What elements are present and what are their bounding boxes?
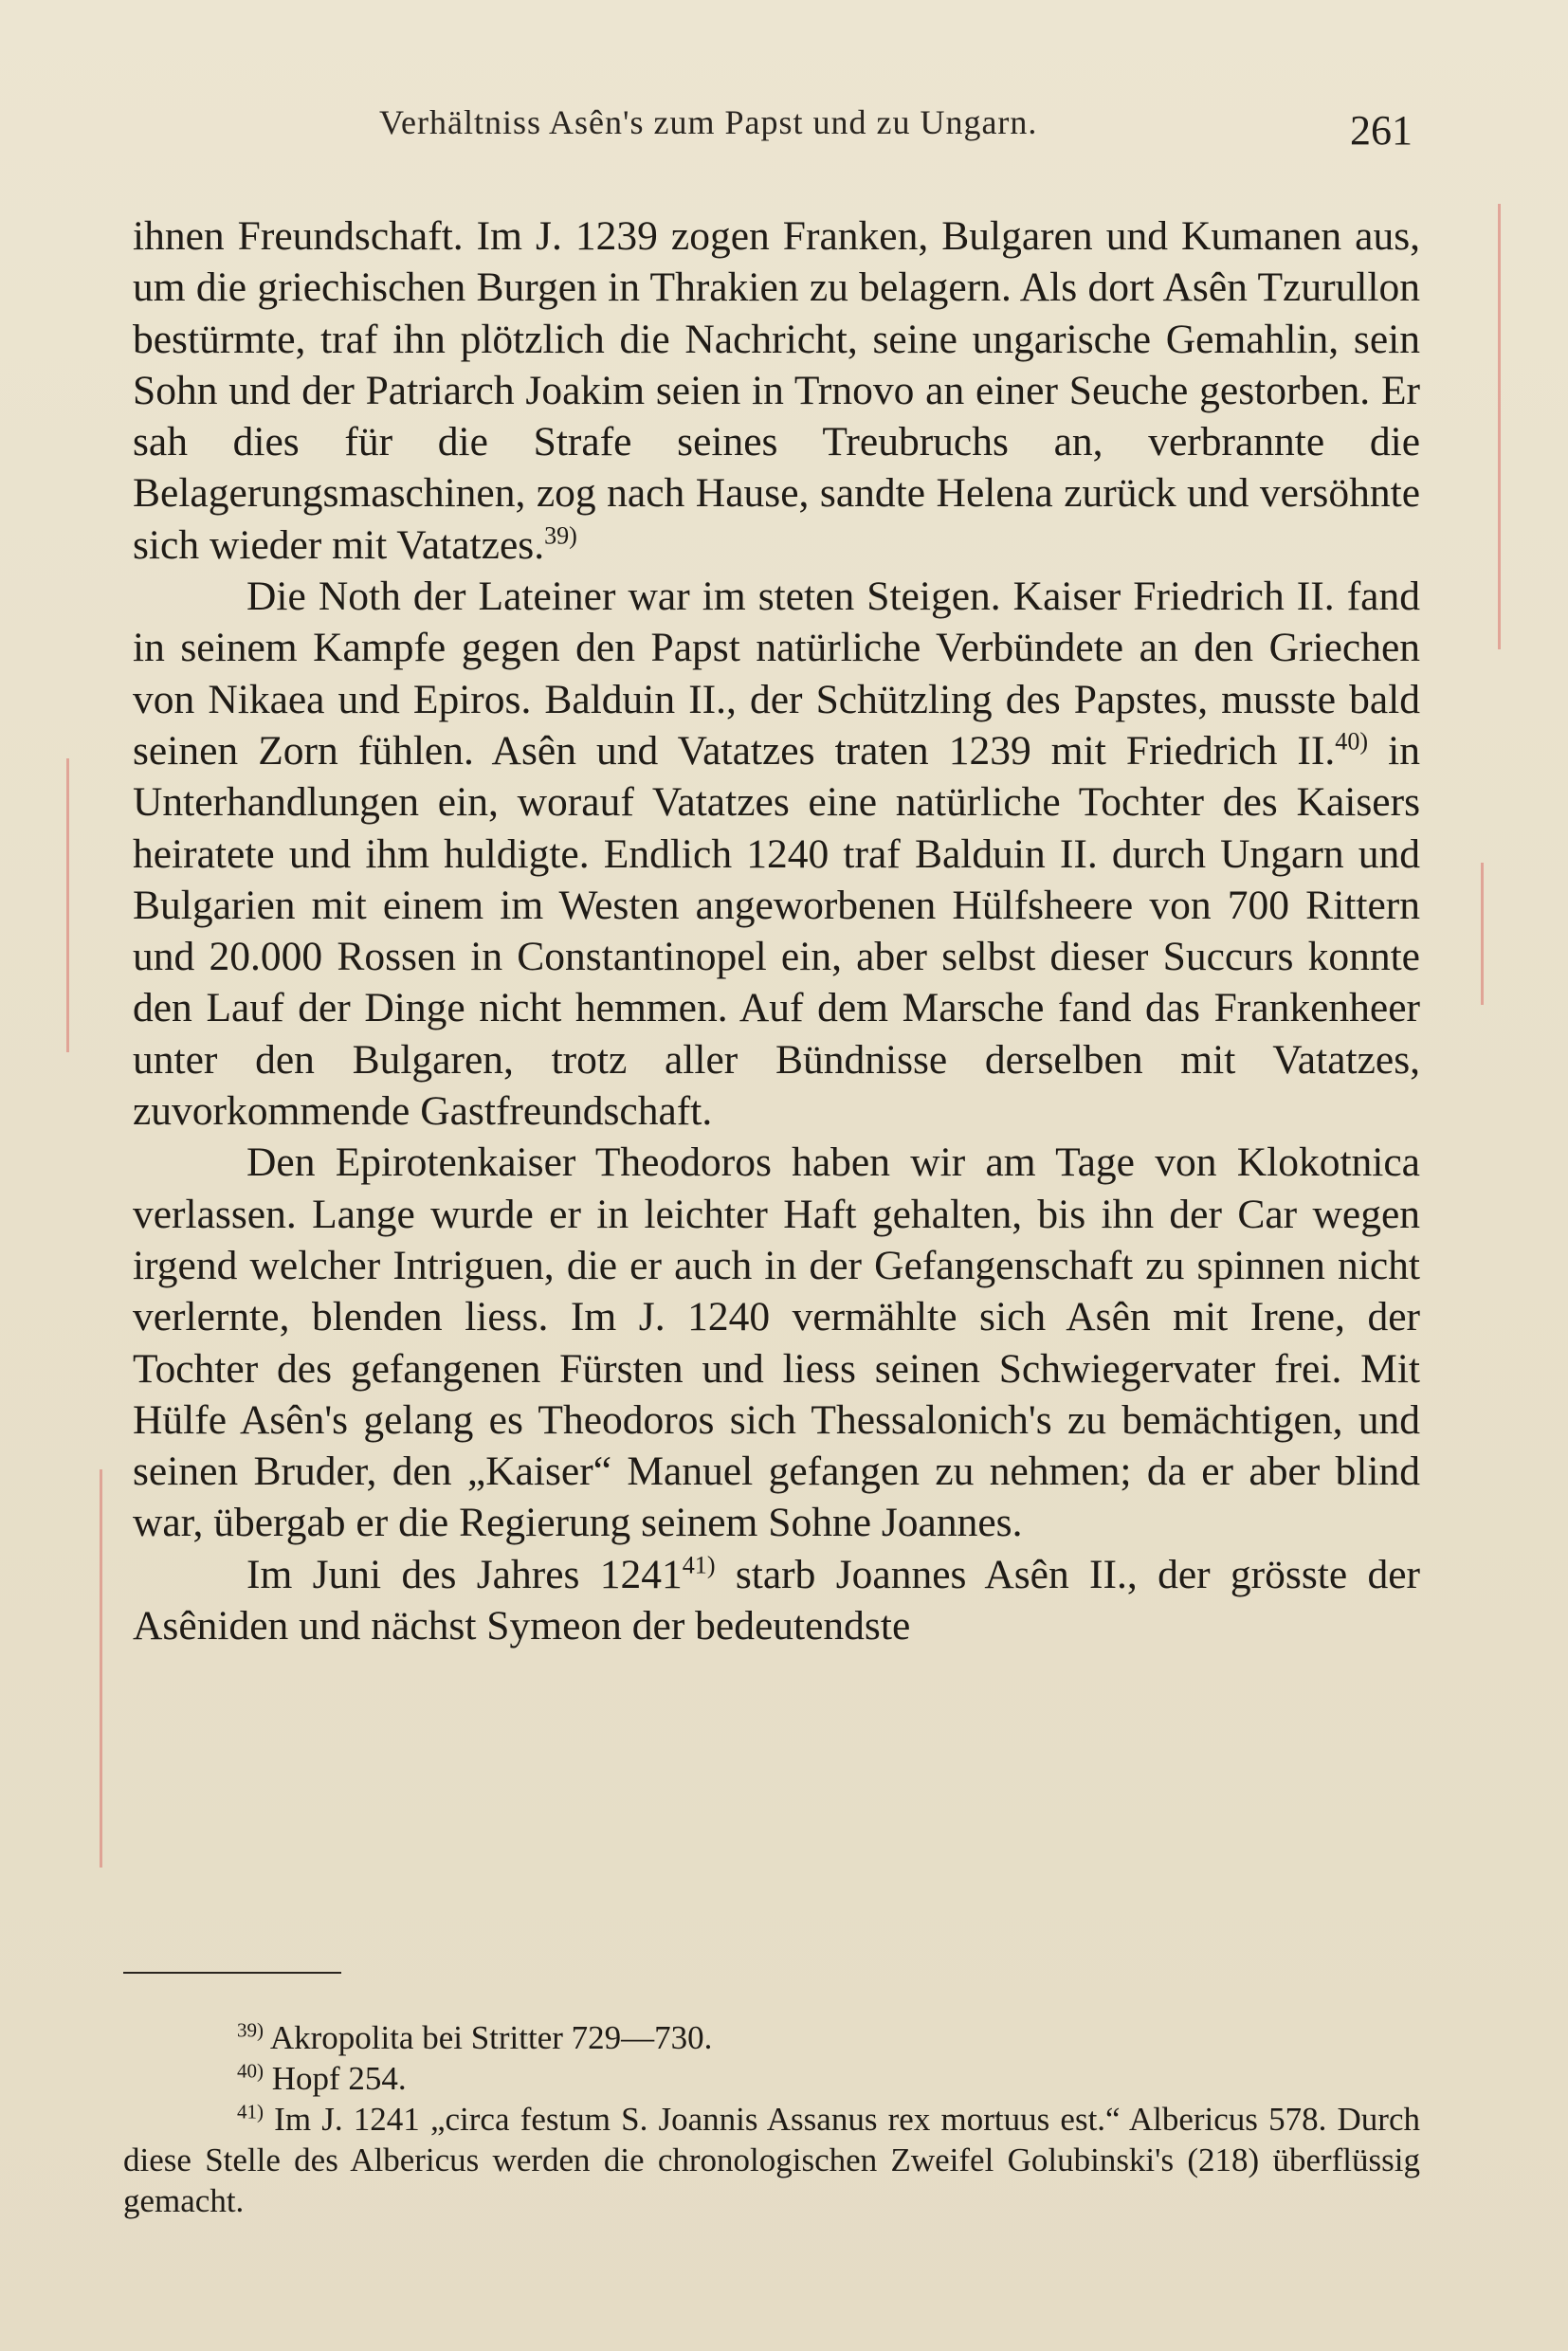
footnotes — [123, 2017, 1420, 2221]
paragraph-2-text-b: in Unterhandlungen ein, worauf Vatatzes eine natürliche Tochter des Kaisers heiratete und ihm huldigte. Endlich 1240 traf Balduin II. durch Ungarn und Bulgarien mit einem im Westen angeworbenen Hülfsheere von 700 Rittern und 20.000 Rossen in Constantinopel ein, aber selbst dieser Succurs konnte den Lauf der Dinge nicht hemmen. Auf dem Marsche fand das Frankenheer unter den Bulgaren, trotz aller Bündnisse derselben mit Vatatzes, zuvorkommende Gastfreundschaft. — [133, 727, 1421, 1135]
running-title: Verhältniss Asên's zum Papst und zu Ungarn. — [379, 103, 1038, 141]
footnote-ref-39: 39) — [544, 521, 577, 550]
footnote-41-text: Im J. 1241 „circa festum S. Joannis Assanus rex mortuus est.“ Albericus 578. Durch diese Stelle des Albericus werden die chronologischen Zweifel Golubinski's (218) überflüssig gemacht. — [123, 2101, 1420, 2219]
footnote-40-text: Hopf 254. — [264, 2060, 407, 2097]
paragraph-4-text-a: Im Juni des Jahres 1241 — [246, 1551, 683, 1597]
footnote-ref-41: 41) — [682, 1551, 716, 1579]
paragraph-2-text-a: Die Noth der Lateiner war im steten Steigen. Kaiser Friedrich II. fand in seinem Kampfe gegen den Papst natürliche Verbündete an den Griechen von Nikaea und Epiros. Balduin II., der Schützling des Papstes, musste bald seinen Zorn fühlen. Asên und Vatatzes traten 1239 mit Friedrich II. — [133, 574, 1420, 774]
page-number: 261 — [1350, 107, 1413, 154]
paragraph-1-text: ihnen Freundschaft. Im J. 1239 zogen Franken, Bulgaren und Kumanen aus, um die griechischen Burgen in Thrakien zu belagern. Als dort Asên Tzurullon bestürmte, traf ihn plötzlich die Nachricht, seine ungarische Gemahlin, sein Sohn und der Patriarch Joakim seien in Trnovo an einer Seuche gestorben. Er sah dies für die Strafe seines Treubruchs an, verbrannte die Belagerungsmaschinen, zog nach Hause, sandte Helena zurück und versöhnte sich wieder mit Vatatzes. — [133, 213, 1420, 568]
margin-mark-right-1 — [1498, 204, 1501, 649]
footnote-39-text: Akropolita bei Stritter 729—730. — [264, 2019, 713, 2056]
paragraph-4 — [133, 1549, 1420, 1652]
paragraph-1 — [133, 210, 1420, 571]
paragraph-4-text-b: starb Joannes Asên II., der grösste der Asêniden und nächst Symeon der bedeutendste — [133, 1551, 1420, 1649]
paragraph-2 — [133, 571, 1420, 1137]
margin-mark-left-2 — [100, 1469, 102, 1868]
footnote-39-number: 39) — [237, 2018, 264, 2042]
paragraph-3: Den Epirotenkaiser Theodoros haben wir am Tage von Klokotnica verlassen. Lange wurde er in leichter Haft gehalten, bis ihn der Car wegen irgend welcher Intriguen, die er auch in der Gefangenschaft zu spinnen nicht verlernte, blenden liess. Im J. 1240 vermählte sich Asên mit Irene, der Tochter des gefangenen Fürsten und liess seinen Schwiegervater frei. Mit Hülfe Asên's gelang es Theodoros sich Thessalonich's zu bemächtigen, und seinen Bruder, den „Kaiser“ Manuel gefangen zu nehmen; da er aber blind war, übergab er die Regierung seinem Sohne Joannes. — [133, 1139, 1420, 1546]
footnote-39 — [123, 2017, 1420, 2058]
main-text — [133, 210, 1420, 1651]
margin-mark-left-1 — [66, 758, 69, 1052]
footnote-40 — [123, 2058, 1420, 2099]
footnote-40-number: 40) — [237, 2059, 264, 2083]
footnote-ref-40: 40) — [1335, 727, 1369, 756]
margin-mark-right-2 — [1481, 863, 1484, 1005]
footnote-41 — [123, 2099, 1420, 2221]
footnote-separator — [123, 1972, 341, 1974]
footnote-41-number: 41) — [237, 2100, 264, 2123]
